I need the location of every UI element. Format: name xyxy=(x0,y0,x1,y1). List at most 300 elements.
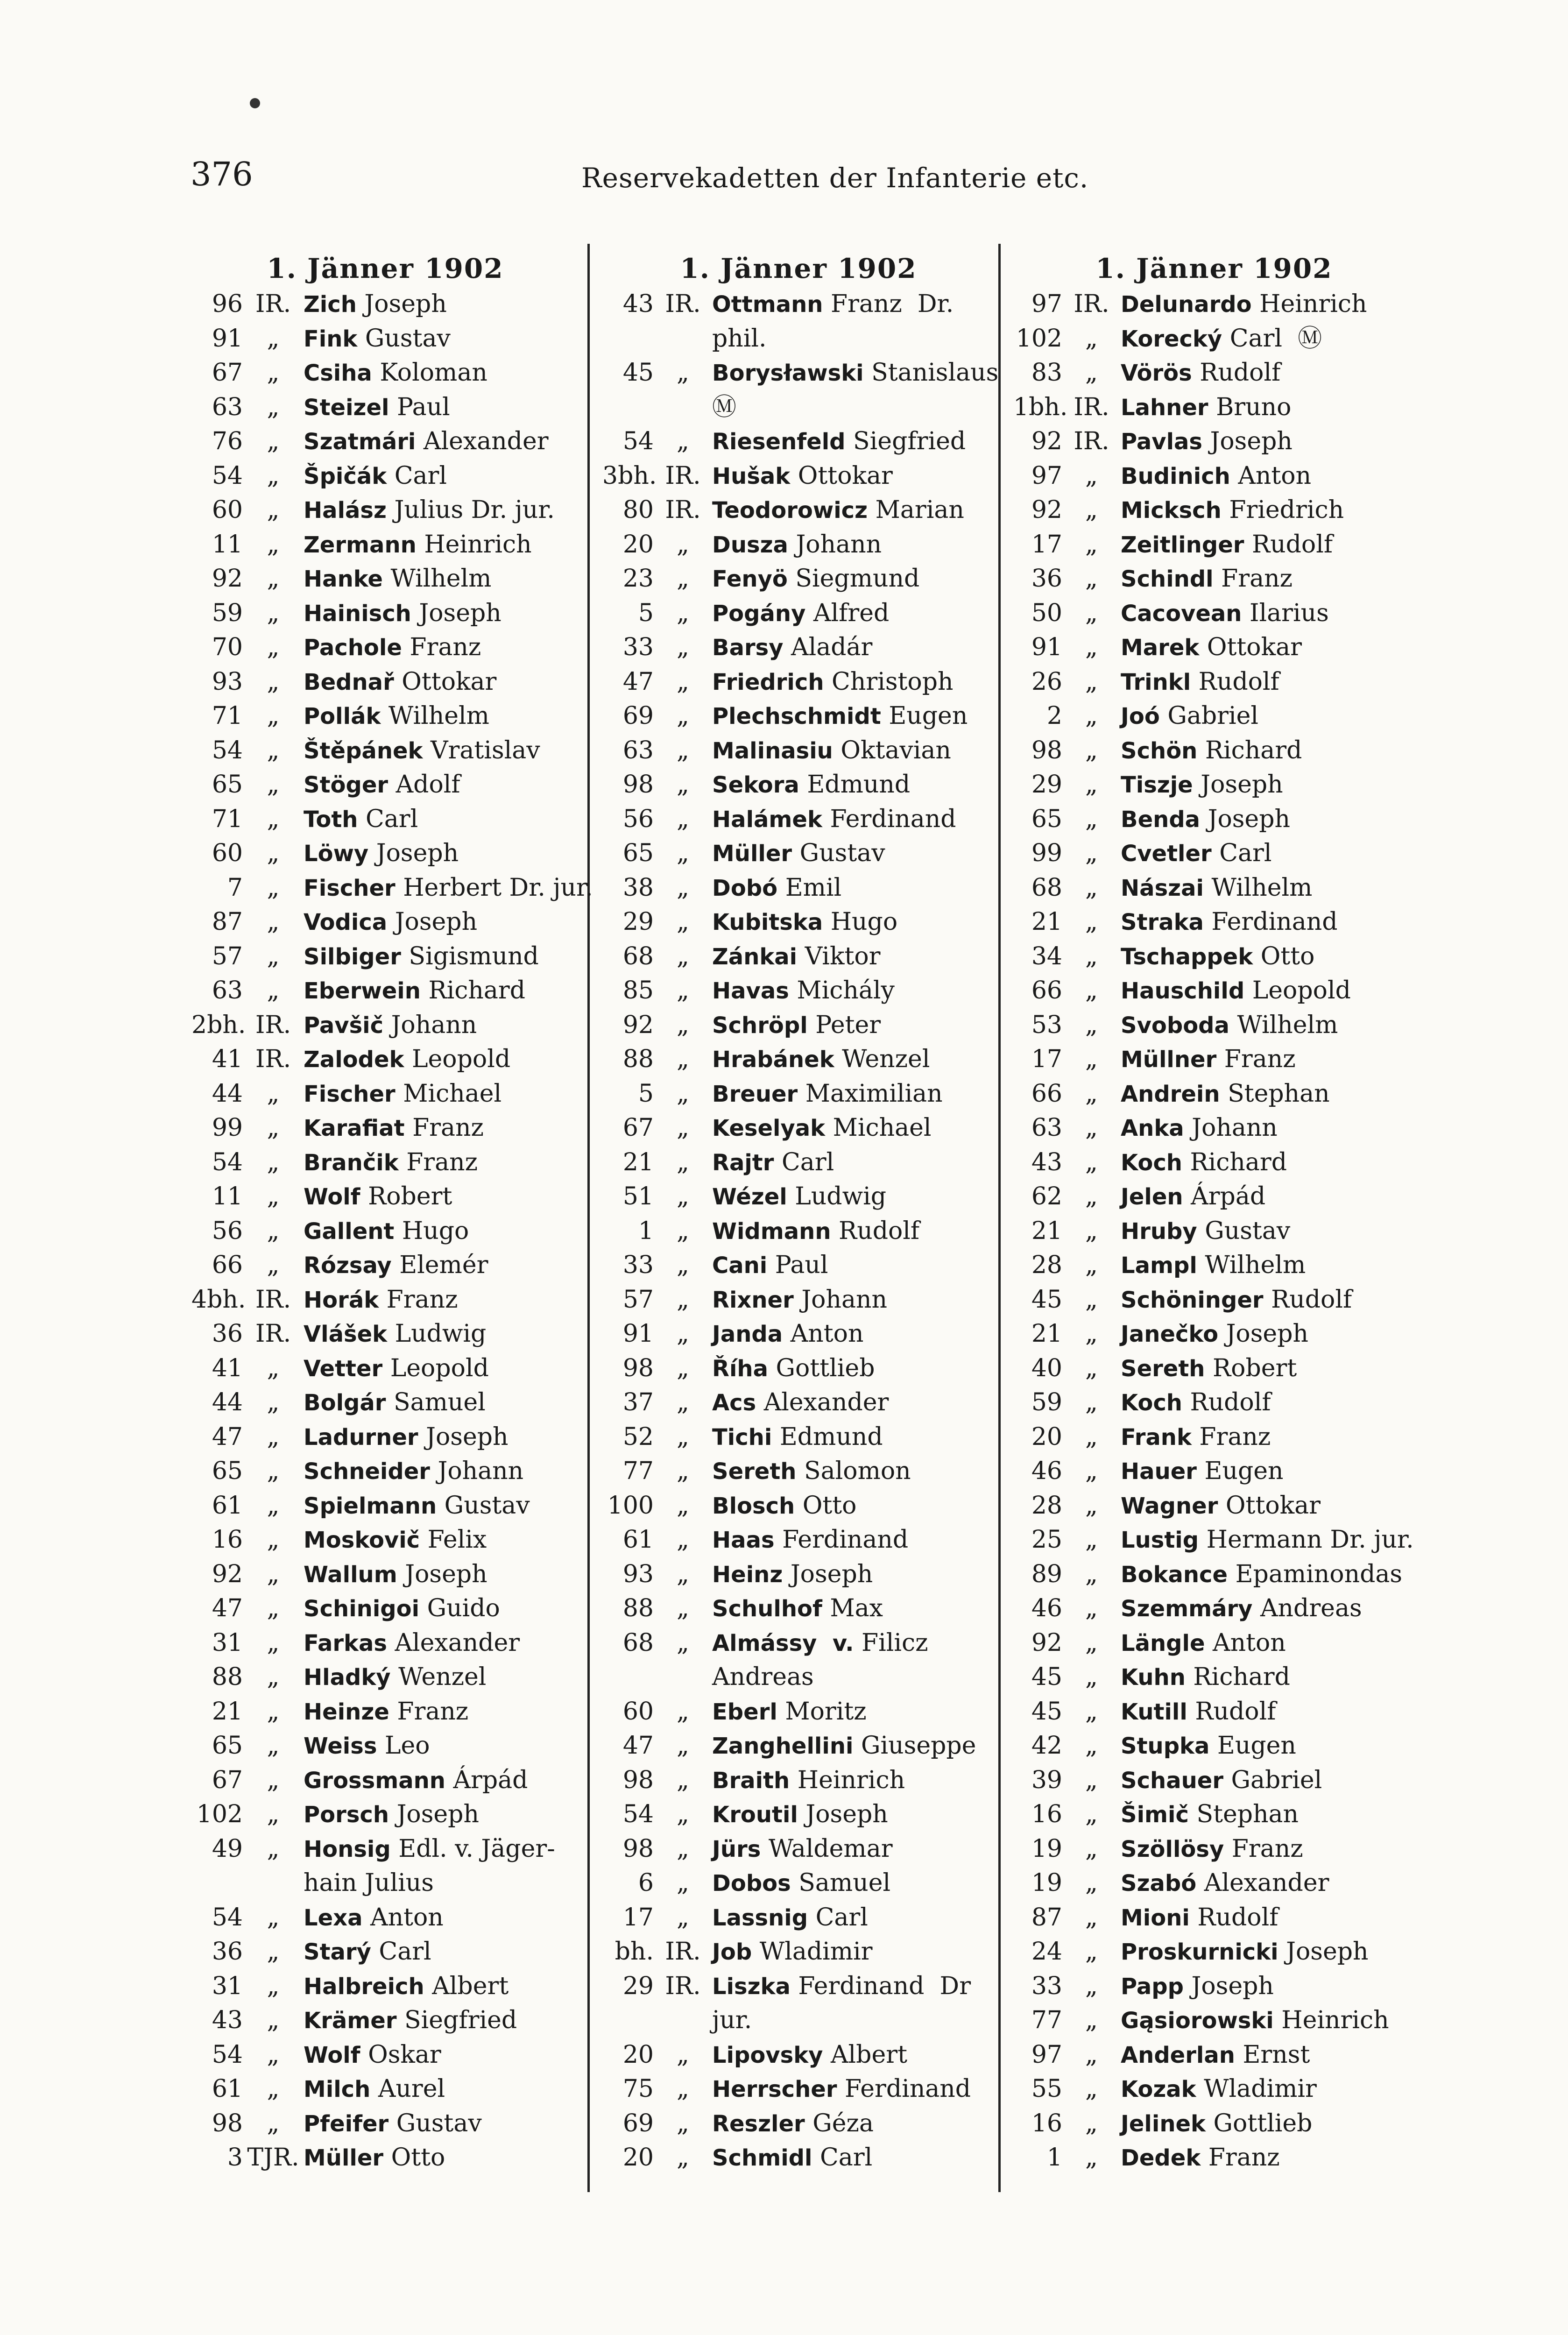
person-name xyxy=(1121,1146,1415,1180)
person-name xyxy=(1121,1317,1415,1351)
person-name xyxy=(712,322,995,356)
person-name xyxy=(304,1248,579,1283)
person-name xyxy=(1121,1351,1415,1386)
list-item xyxy=(602,1077,995,1111)
list-item xyxy=(602,974,995,1008)
unit-type: „ xyxy=(677,1285,689,1314)
given-name: Christoph xyxy=(832,667,954,696)
unit-type: „ xyxy=(267,324,280,353)
list-item xyxy=(602,1351,995,1386)
person-name xyxy=(712,734,995,768)
surname: Pogány xyxy=(712,600,806,627)
regiment-number: 46 xyxy=(1031,1457,1062,1485)
unit-type: „ xyxy=(1085,1628,1098,1657)
regiment-number: 92 xyxy=(212,565,243,593)
given-name: Siegmund xyxy=(795,565,920,593)
person-name xyxy=(712,699,995,734)
person-name xyxy=(1121,425,1415,459)
surname: Rózsay xyxy=(304,1252,392,1279)
list-item xyxy=(1013,974,1415,1008)
surname: Löwy xyxy=(304,841,369,867)
surname: Hainisch xyxy=(304,600,411,627)
list-item xyxy=(191,596,579,631)
surname: Hušak xyxy=(712,463,791,489)
unit-type xyxy=(243,1866,304,1901)
given-name: Joseph xyxy=(1226,1320,1308,1348)
unit-type: IR. xyxy=(665,290,701,318)
regiment-number: 92 xyxy=(1031,1628,1062,1657)
regiment-number: 26 xyxy=(1031,667,1062,696)
surname: Kozak xyxy=(1121,2076,1196,2102)
person-name xyxy=(1121,562,1415,596)
surname: Budinich xyxy=(1121,463,1230,489)
list-item xyxy=(1013,1420,1415,1455)
regiment-number: 5 xyxy=(638,1079,654,1108)
given-name: Franz xyxy=(1221,565,1293,593)
person-name xyxy=(1121,2072,1415,2107)
list-item xyxy=(1013,425,1415,459)
list-item xyxy=(602,1729,995,1763)
list-item xyxy=(191,322,579,356)
given-name: Ernst xyxy=(1243,2040,1310,2069)
list-item xyxy=(1013,390,1415,425)
regiment-number: 47 xyxy=(622,667,654,696)
list-item xyxy=(1013,940,1415,974)
surname: Dusza xyxy=(712,531,788,558)
surname: Heinze xyxy=(304,1698,389,1725)
person-name xyxy=(304,1386,579,1420)
unit-type: „ xyxy=(1085,1766,1098,1794)
list-item xyxy=(602,871,995,906)
regiment-number: 25 xyxy=(1031,1526,1062,1554)
given-name: Koloman xyxy=(380,359,487,387)
surname: Dobos xyxy=(712,1870,791,1896)
given-name: Ottokar xyxy=(1225,1491,1321,1520)
surname: Müller xyxy=(712,841,792,867)
given-name: Richard xyxy=(1190,1148,1287,1176)
regiment-number: 44 xyxy=(212,1079,243,1108)
unit-type: „ xyxy=(267,1388,280,1416)
person-name xyxy=(1121,665,1415,700)
surname: Mioni xyxy=(1121,1904,1190,1931)
column-3 xyxy=(1013,250,1415,2175)
surname: Lipovsky xyxy=(712,2042,823,2068)
surname: Štěpánek xyxy=(304,737,423,764)
surname: Widmann xyxy=(712,1218,831,1245)
person-name xyxy=(1121,1935,1415,1969)
unit-type: TJR. xyxy=(247,2144,299,2172)
person-name xyxy=(1121,1042,1415,1077)
unit-type: „ xyxy=(677,736,689,764)
surname: Herrscher xyxy=(712,2076,837,2102)
surname: Vodica xyxy=(304,909,388,935)
list-item xyxy=(191,1729,579,1763)
person-name xyxy=(1121,2003,1415,2038)
list-item xyxy=(1013,1008,1415,1043)
given-name: Paul xyxy=(775,1251,828,1279)
given-name: Joseph xyxy=(1210,427,1293,455)
given-name: Carl xyxy=(815,1903,868,1932)
unit-type: „ xyxy=(1085,2006,1098,2034)
regiment-number: 16 xyxy=(212,1526,243,1554)
surname: Hladký xyxy=(304,1664,391,1691)
surname: Jelen xyxy=(1121,1184,1183,1210)
given-name: Stanislaus xyxy=(871,359,999,387)
surname: Cvetler xyxy=(1121,841,1212,867)
surname: Kroutil xyxy=(712,1802,798,1828)
list-item xyxy=(191,528,579,562)
surname: Cacovean xyxy=(1121,600,1242,627)
person-name xyxy=(304,287,579,322)
person-name xyxy=(712,1283,995,1317)
person-name xyxy=(712,1523,995,1557)
regiment-number: 75 xyxy=(622,2075,654,2103)
surname: Bednař xyxy=(304,669,394,695)
given-name: Franz xyxy=(412,1114,484,1142)
given-name: Joseph xyxy=(396,1800,479,1828)
given-name: Gustav xyxy=(444,1491,530,1520)
given-name: Johann xyxy=(438,1457,524,1485)
list-item xyxy=(1013,596,1415,631)
surname: Haas xyxy=(712,1527,775,1553)
person-name xyxy=(1121,1592,1415,1626)
unit-type: „ xyxy=(1085,1560,1098,1588)
unit-type: „ xyxy=(1085,1285,1098,1314)
regiment-number: 54 xyxy=(622,1800,654,1828)
given-name: Ludwig xyxy=(795,1182,887,1210)
unit-type: „ xyxy=(267,2075,280,2103)
unit-type: „ xyxy=(267,2006,280,2034)
given-name: Herbert Dr. jur. xyxy=(403,873,593,902)
given-name: Franz xyxy=(1199,1422,1271,1451)
list-item xyxy=(191,1866,579,1901)
surname: Halász xyxy=(304,497,387,524)
person-name xyxy=(1121,2038,1415,2073)
regiment-number: 17 xyxy=(1031,1045,1062,1073)
regiment-number: 98 xyxy=(212,2109,243,2137)
list-item xyxy=(1013,493,1415,528)
regiment-number: 5 xyxy=(638,599,654,627)
ink-spot xyxy=(250,98,260,108)
list-item xyxy=(1013,768,1415,802)
regiment-number xyxy=(191,1866,243,1901)
regiment-number: 67 xyxy=(212,1766,243,1794)
given-name: Ludwig xyxy=(395,1320,487,1348)
person-name xyxy=(712,1146,995,1180)
person-name xyxy=(1121,1557,1415,1592)
list-item xyxy=(1013,562,1415,596)
unit-type: „ xyxy=(1085,359,1098,387)
surname: Ottmann xyxy=(712,291,823,318)
list-item xyxy=(602,1797,995,1832)
given-name: jur. xyxy=(712,2006,752,2034)
given-name: Waldemar xyxy=(768,1834,893,1863)
unit-type: „ xyxy=(1085,1217,1098,1245)
given-name: Gustav xyxy=(365,324,451,353)
list-item xyxy=(1013,734,1415,768)
list-item xyxy=(191,1454,579,1489)
given-name: Michael xyxy=(833,1114,932,1142)
list-item xyxy=(191,1180,579,1214)
person-name xyxy=(1121,287,1415,322)
person-name xyxy=(712,2072,995,2107)
given-name: Richard xyxy=(428,976,525,1005)
unit-type: „ xyxy=(267,976,280,1005)
list-item xyxy=(1013,2141,1415,2175)
unit-type: „ xyxy=(267,1491,280,1520)
person-name xyxy=(304,1008,579,1043)
surname: Schinigoi xyxy=(304,1596,420,1622)
surname: Wallum xyxy=(304,1561,397,1588)
unit-type: „ xyxy=(677,1766,689,1794)
surname: Silbiger xyxy=(304,943,401,970)
list-item xyxy=(602,1626,995,1661)
given-name: Viktor xyxy=(805,942,881,970)
unit-type: „ xyxy=(1085,2144,1098,2172)
surname: Joó xyxy=(1121,703,1160,729)
person-name xyxy=(304,1146,579,1180)
regiment-number: 20 xyxy=(622,2040,654,2069)
list-item xyxy=(1013,1729,1415,1763)
given-name: Robert xyxy=(1213,1354,1297,1382)
surname: Hauschild xyxy=(1121,978,1245,1004)
unit-type: „ xyxy=(267,633,280,661)
surname: Jelinek xyxy=(1121,2110,1206,2137)
regiment-number: 6 xyxy=(638,1869,654,1897)
unit-type: „ xyxy=(677,530,689,559)
surname: Dedek xyxy=(1121,2145,1201,2171)
person-name xyxy=(304,1317,579,1351)
given-name: Franz xyxy=(397,1697,469,1726)
list-item xyxy=(602,1248,995,1283)
given-name: Albert xyxy=(830,2040,907,2069)
given-name: Carl xyxy=(366,805,418,833)
list-item xyxy=(191,2003,579,2038)
unit-type: „ xyxy=(267,393,280,421)
surname: Breuer xyxy=(712,1081,798,1107)
list-item xyxy=(1013,1695,1415,1729)
given-name: Michály xyxy=(797,976,895,1005)
list-item xyxy=(602,356,999,390)
list-item xyxy=(191,1935,579,1969)
surname: Wagner xyxy=(1121,1493,1218,1519)
person-name xyxy=(304,630,579,665)
person-name xyxy=(1121,528,1415,562)
unit-type: „ xyxy=(267,1148,280,1176)
list-item xyxy=(1013,2003,1415,2038)
list-item xyxy=(1013,630,1415,665)
given-name: Carl xyxy=(781,1148,834,1176)
surname: Vetter xyxy=(304,1355,383,1382)
person-name xyxy=(1121,1077,1415,1111)
unit-type: „ xyxy=(267,427,280,455)
unit-type: IR. xyxy=(1074,290,1109,318)
given-name: Rudolf xyxy=(839,1217,920,1245)
given-name: Robert xyxy=(368,1182,452,1210)
surname: Wézel xyxy=(712,1184,787,1210)
surname: Schauer xyxy=(1121,1767,1223,1794)
surname: Bolgár xyxy=(304,1390,386,1416)
list-item xyxy=(602,630,995,665)
regiment-number: 21 xyxy=(1031,1217,1062,1245)
surname: Schröpl xyxy=(712,1012,808,1039)
surname: Szabó xyxy=(1121,1870,1197,1896)
given-name: Carl Ⓜ xyxy=(1229,324,1322,353)
list-item xyxy=(602,322,995,356)
unit-type: IR. xyxy=(255,1045,291,1073)
given-name: Marian xyxy=(875,496,964,524)
regiment-number: 102 xyxy=(196,1800,243,1828)
list-item xyxy=(1013,287,1415,322)
given-name: Leopold xyxy=(1252,976,1351,1005)
surname: Schmidl xyxy=(712,2145,812,2171)
given-name: Ferdinand xyxy=(782,1526,909,1554)
surname: Szemmáry xyxy=(1121,1596,1253,1622)
person-name xyxy=(712,356,998,390)
person-name xyxy=(1121,699,1415,734)
given-name: Stephan xyxy=(1228,1079,1330,1108)
column-2 xyxy=(602,250,999,2175)
list-item xyxy=(1013,1386,1415,1420)
unit-type: „ xyxy=(1085,873,1098,902)
given-name: Árpád xyxy=(453,1766,528,1794)
list-item xyxy=(191,493,579,528)
given-name: Joseph xyxy=(364,290,447,318)
regiment-number: 42 xyxy=(1031,1732,1062,1760)
surname: Pfeifer xyxy=(304,2110,389,2137)
regiment-number: 85 xyxy=(622,976,654,1005)
regiment-number: 63 xyxy=(212,393,243,421)
surname: Almássy v. xyxy=(712,1630,854,1656)
given-name: Friedrich xyxy=(1229,496,1344,524)
person-name xyxy=(712,1386,995,1420)
unit-type: „ xyxy=(267,771,280,799)
surname: Lexa xyxy=(304,1904,363,1931)
person-name xyxy=(304,699,579,734)
surname: Teodorowicz xyxy=(712,497,868,524)
person-name xyxy=(304,871,593,906)
unit-type: „ xyxy=(677,2109,689,2137)
unit-type: „ xyxy=(677,2144,689,2172)
surname: Koch xyxy=(1121,1149,1182,1176)
surname: Tichi xyxy=(712,1424,772,1451)
surname: Wolf xyxy=(304,2042,360,2068)
given-name: Otto xyxy=(1260,942,1315,970)
given-name: Albert xyxy=(432,1972,509,2000)
unit-type: „ xyxy=(1085,530,1098,559)
surname: Cani xyxy=(712,1252,768,1279)
regiment-number: 19 xyxy=(1031,1834,1062,1863)
regiment-number: 63 xyxy=(622,736,654,764)
person-name xyxy=(304,1660,579,1695)
list-item xyxy=(191,1695,579,1729)
regiment-number: 28 xyxy=(1031,1251,1062,1279)
unit-type: „ xyxy=(1085,1869,1098,1897)
unit-type: „ xyxy=(1085,2075,1098,2103)
list-item xyxy=(191,1489,579,1523)
person-name xyxy=(1121,322,1415,356)
list-item xyxy=(191,1969,579,2004)
surname: Plechschmidt xyxy=(712,703,881,729)
regiment-number: 52 xyxy=(622,1422,654,1451)
regiment-number: 88 xyxy=(622,1594,654,1622)
surname: Tiszje xyxy=(1121,772,1193,798)
person-name xyxy=(304,322,579,356)
given-name: Franz xyxy=(1224,1045,1296,1073)
regiment-number: 43 xyxy=(622,290,654,318)
list-item xyxy=(191,287,579,322)
given-name: Gabriel xyxy=(1167,702,1259,730)
given-name: Richard xyxy=(1205,736,1302,764)
given-name: Wenzel xyxy=(842,1045,930,1073)
list-item xyxy=(191,390,579,425)
unit-type: IR. xyxy=(665,461,701,490)
person-name xyxy=(712,1351,995,1386)
surname: Reszler xyxy=(712,2110,805,2137)
surname: Špičák xyxy=(304,463,387,489)
person-name xyxy=(304,1969,579,2004)
regiment-number: 4bh. xyxy=(191,1285,246,1314)
list-item xyxy=(1013,1146,1415,1180)
list-item xyxy=(1013,1111,1415,1146)
person-name xyxy=(712,1420,995,1455)
given-name: Alexander xyxy=(763,1388,889,1416)
given-name: Gustav xyxy=(396,2109,482,2137)
list-item xyxy=(602,2003,995,2038)
surname: Längle xyxy=(1121,1630,1205,1656)
surname: Stöger xyxy=(304,772,388,798)
unit-type: IR. xyxy=(1074,393,1109,421)
regiment-number: 54 xyxy=(212,736,243,764)
person-name xyxy=(304,1866,579,1901)
given-name: Eugen xyxy=(1217,1732,1296,1760)
regiment-number: 77 xyxy=(622,1457,654,1485)
surname: Stupka xyxy=(1121,1733,1210,1759)
list-item xyxy=(191,2072,579,2107)
list-item xyxy=(1013,1351,1415,1386)
unit-type: „ xyxy=(677,1045,689,1073)
list-item xyxy=(191,356,579,390)
unit-type: „ xyxy=(677,1628,689,1657)
given-name: Richard xyxy=(1193,1663,1290,1691)
list-item xyxy=(602,1523,995,1557)
person-name xyxy=(712,493,995,528)
person-name xyxy=(712,1901,995,1935)
unit-type: „ xyxy=(1085,1800,1098,1828)
unit-type: „ xyxy=(267,1251,280,1279)
unit-type: „ xyxy=(1085,496,1098,524)
regiment-number: 54 xyxy=(212,1903,243,1932)
person-name xyxy=(1121,2141,1415,2175)
person-name xyxy=(1121,871,1415,906)
given-name: Alexander xyxy=(1204,1869,1329,1897)
person-name xyxy=(712,2107,995,2141)
person-name xyxy=(1121,596,1415,631)
given-name: Adolf xyxy=(396,771,460,799)
regiment-number: 41 xyxy=(212,1354,243,1382)
person-name xyxy=(712,459,995,494)
regiment-number: 54 xyxy=(212,2040,243,2069)
regiment-number: 47 xyxy=(212,1422,243,1451)
person-name xyxy=(712,665,995,700)
list-item xyxy=(602,493,995,528)
regiment-number: 56 xyxy=(212,1217,243,1245)
person-name xyxy=(712,1866,995,1901)
list-item xyxy=(1013,1592,1415,1626)
given-name: Gottlieb xyxy=(776,1354,875,1382)
regiment-number: 31 xyxy=(212,1628,243,1657)
surname: Vörös xyxy=(1121,360,1192,386)
